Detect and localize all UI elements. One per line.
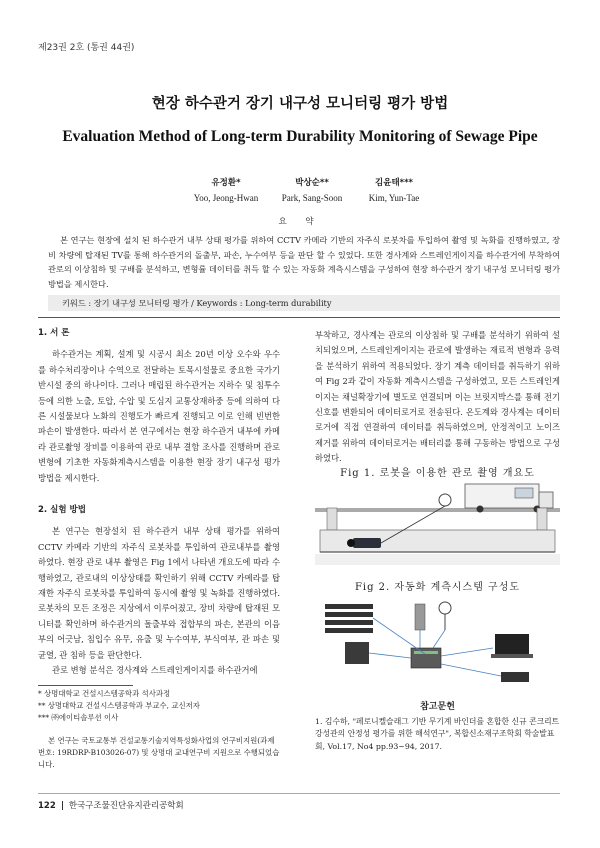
journal-name: 한국구조물진단유지관리공학회	[68, 801, 184, 811]
paragraph: 본 연구는 현장설치 된 하수관거 내부 상태 평가를 위하여 CCTV 카메라 기반의 자주식 로봇차를 투입하여 관로내부를 촬영하였다. 현장 관로 내부 촬영은 Fig 1에서 나타낸 개요도에 따라 수행하였고, 관로내의 이상상태를 확인하기 위해 CCTV 카메라를 탑재한 자주식 로봇차를 투입하여 동시에 촬영 및 녹화를 진행하였다. 로봇차의 모든 조정은 지상에서 이루어졌고, 장비 차량에 탑재된 모니터를 확인하며 하수관거의 돌출부와 접합부의 파손, 본관의 이음부의 어긋남, 침입수 유무, 유출 및 누수여부, 부식여부, 관 파손 및 균열, 관 침하 등을 판단한다.	[38, 526, 280, 660]
right-column-text: 부착하고, 경사계는 관로의 이상침하 및 구배를 분석하기 위하여 설치되었으며, 스트레인게이지는 관로에 발생하는 재료적 변형과 응력을 분석하기 위하여 적용되었다. 장기 계측 데이터를 취득하기 위하여 Fig 2과 같이 자동화 계측시스템을 구성하였고, 모든 스트레인게이지는 채널확장기에 별도로 연결되며 이는 브릿지박스를 통해 전기신호를 변환되어 데이터로거로 전송된다. 온도계와 경사계는 데이터로거에 직접 연결하여 데이터를 취득하였으며, 안정적이고 노이즈 제거를 위하여 데이터로거는 배터리를 통해 구동하는 방법으로 구성하였다.	[315, 330, 560, 464]
figure-2-caption: Fig 2. 자동화 계측시스템 구성도	[354, 582, 521, 593]
author-name-english: Yoo, Jeong-Hwan	[193, 193, 259, 203]
laptop-icon	[495, 634, 529, 654]
figure-1-caption: Fig 1. 로봇을 이용한 관로 촬영 개요도	[340, 468, 535, 479]
paragraph: 하수관거는 계획, 설계 및 시공시 최소 20년 이상 오수와 우수를 하수처리장이나 수역으로 전달하는 토목시설물로 중요한 국가기반시설 중의 하나이다. 그러나 매립된 하수관거는 지하수 및 침투수 등에 의한 노출, 토압, 수압 및 도심지 교통상재하중 등에 의하여 다른 시설물보다 노화의 진행도가 빠르게 진행되고 이로 인해 빈번한 파손이 발생한다. 따라서 본 연구에서는 현장 하수관거 내부에 카메라 관로촬영 장비를 이용하여 관로 내부 결함 조사를 진행하며 관로 변형에 기초한 자동화계측시스템을 이용한 현장 장기 내구성 평가 방법을 제시한다.	[38, 349, 280, 483]
footnote: * 상명대학교 건설시스템공학과 석사과정	[38, 689, 171, 698]
battery-icon	[501, 672, 529, 682]
manhole-right	[537, 508, 547, 530]
robot-crawler-icon	[353, 538, 381, 548]
thermometer-icon	[439, 602, 451, 614]
footnote-divider	[38, 685, 133, 686]
cable-line	[441, 664, 501, 676]
channel-expander-icon	[345, 642, 369, 664]
cable-line	[433, 630, 445, 648]
abstract-body: 본 연구는 현장에 설치 된 하수관거 내부 상태 평가를 위하여 CCTV 카메라 기반의 자주식 로봇차를 투입하여 촬영 및 녹화를 진행하였고, 장비 차량에 탑재된 TV를 통해 하수관거의 돌출부, 파손, 누수여부 등을 판단 할 수 있었다. 또한 경사계와 스트레인게이지를 하수관거에 부착하여 관로의 이상침하 및 구배를 분석하고, 변형률 데이터를 취득 할 수 있는 자동화 계측시스템을 구성하여 현장 하수관거 장기 내구성 모니터링 평가 방법을 제시한다.	[48, 235, 560, 289]
section-heading: 2. 실험 방법	[38, 505, 86, 515]
title-english: Evaluation Method of Long-term Durability Monitoring of Sewage Pipe	[62, 128, 538, 145]
references-heading: 참고문헌	[420, 702, 455, 712]
section-heading: 1. 서 론	[38, 328, 70, 338]
section-method	[38, 503, 280, 678]
author-1	[176, 176, 276, 206]
divider	[38, 317, 560, 318]
wheel-icon	[477, 506, 484, 513]
abstract-heading: 요 약	[278, 217, 322, 227]
cable-reel-icon	[439, 494, 451, 506]
paragraph: 관로 변형 분석은 경사계와 스트레인게이지를 하수관거에	[52, 665, 258, 676]
reference-item: 1. 김수하, "페로니켈슬래그 기반 무기계 바인더를 혼합한 신규 콘크리트 강성관의 안정성 평가를 위한 해석연구", 복합신소재구조학회 학술발표회, Vol.17, No4 pp.93~94, 2017.	[315, 717, 560, 751]
figure-1-diagram	[315, 480, 560, 565]
footnotes	[38, 688, 280, 771]
author-name-english: Park, Sang-Soon	[281, 193, 343, 203]
manhole-left	[327, 508, 337, 530]
vehicle-cab	[539, 492, 553, 508]
footer-divider	[38, 793, 560, 794]
cable-line	[369, 653, 411, 658]
page-number: 122	[38, 801, 56, 811]
author-name-english: Kim, Yun-Tae	[368, 193, 420, 203]
issue-header: 제23권 2호 (통권 44권)	[38, 43, 135, 53]
section-intro	[38, 326, 280, 486]
keywords-box: 키워드 : 장기 내구성 모니터링 평가 / Keywords : Long-term durability	[48, 295, 560, 311]
strain-gauge-icon	[325, 604, 373, 633]
camera-icon	[347, 539, 355, 547]
figure-2-diagram	[315, 594, 560, 694]
title-korean: 현장 하수관거 장기 내구성 모니터링 평가 방법	[151, 96, 449, 112]
footnote-funding: 본 연구는 국토교통부 건설교통기술지역특성화사업의 연구비지원(과제번호: 19RDRP-B103026-07) 및 상명대 교내연구비 지원으로 수행되었습니다.	[38, 735, 280, 770]
tiltmeter-icon	[415, 604, 425, 630]
author-name-korean: 김윤태***	[375, 178, 413, 188]
cable-line	[441, 648, 493, 656]
footnote: *** ㈜에이티솔루션 이사	[38, 713, 119, 723]
author-3	[344, 176, 444, 206]
vehicle-window	[515, 488, 533, 498]
author-name-korean: 박상순**	[295, 178, 329, 188]
page-footer	[38, 799, 184, 811]
footnote: ** 상명대학교 건설시스템공학과 부교수, 교신저자	[38, 701, 200, 711]
author-name-korean: 유정환*	[211, 178, 241, 188]
